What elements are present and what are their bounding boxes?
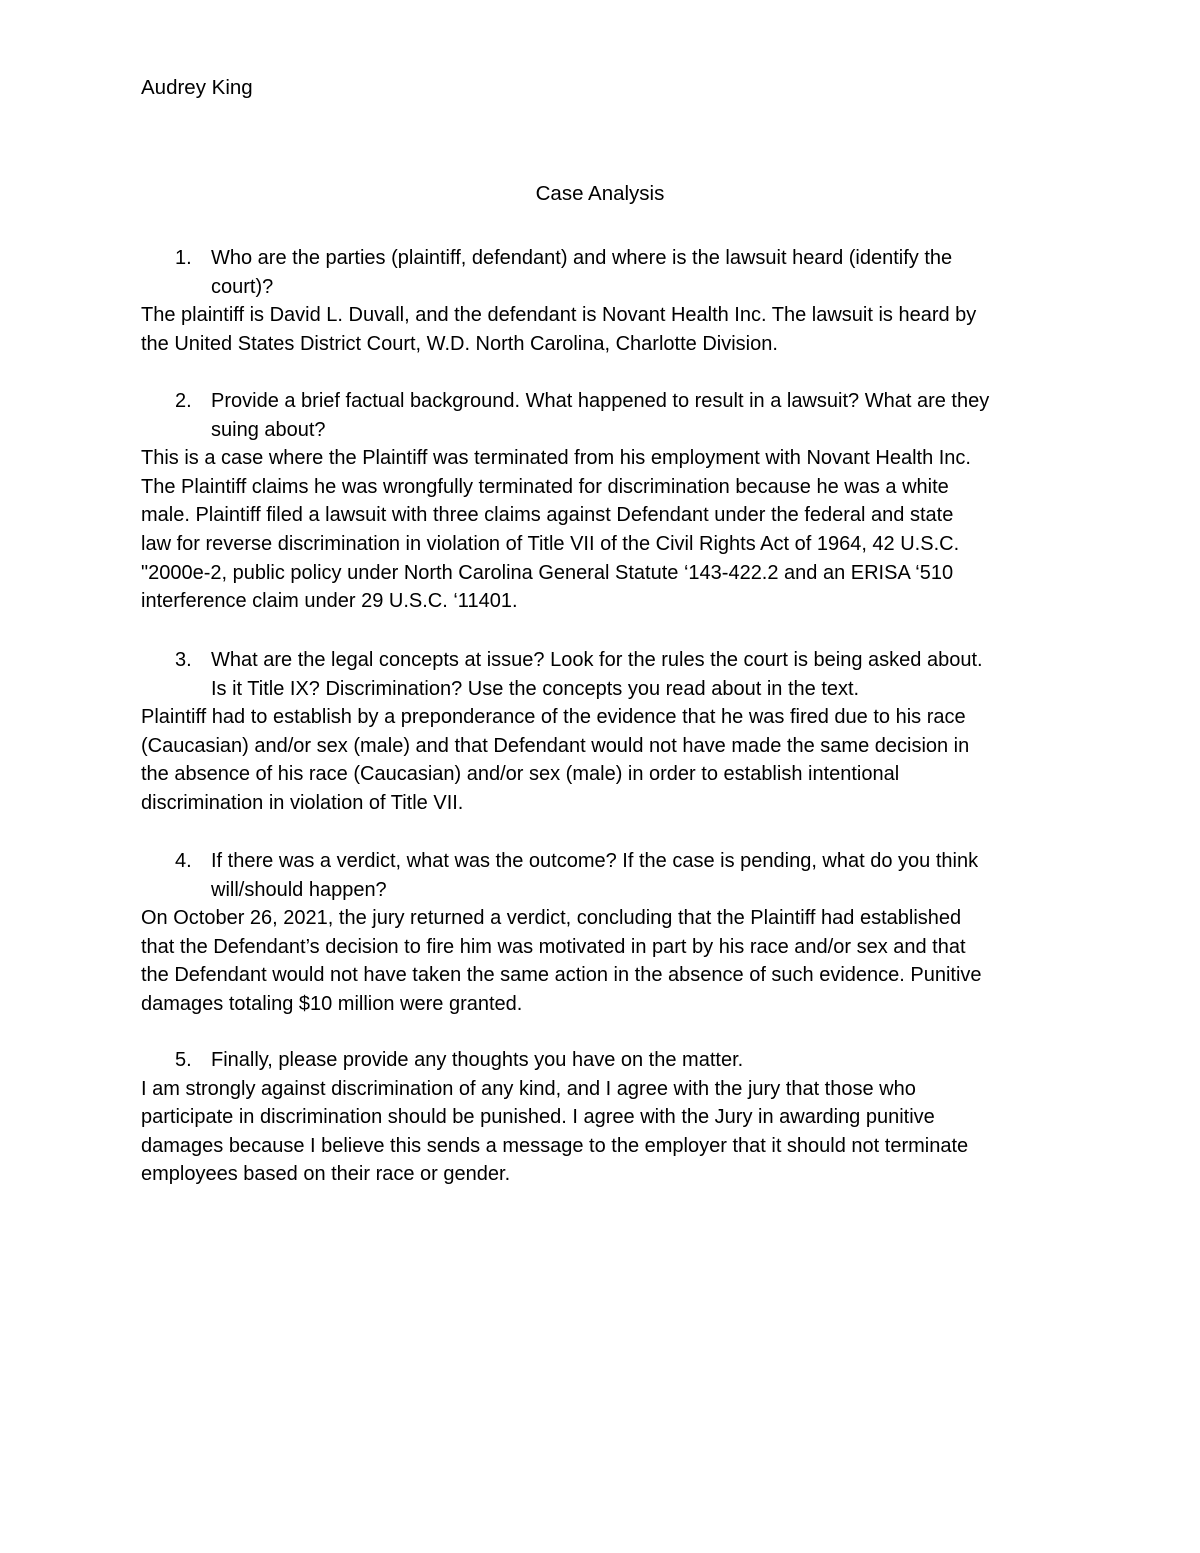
answer-line: On October 26, 2021, the jury returned a verdict, concluding that the Plaintiff had established [141, 907, 962, 930]
answer-line: the absence of his race (Caucasian) and/or sex (male) in order to establish intentional [141, 763, 900, 786]
answer-line: The plaintiff is David L. Duvall, and the defendant is Novant Health Inc. The lawsuit is heard by [141, 304, 977, 327]
question-line: What are the legal concepts at issue? Look for the rules the court is being asked about. [211, 649, 983, 671]
answer-line: This is a case where the Plaintiff was terminated from his employment with Novant Health Inc. [141, 447, 971, 470]
answer-2 [141, 444, 1081, 616]
question-line: will/should happen? [211, 878, 387, 901]
question-line: Is it Title IX? Discrimination? Use the concepts you read about in the text. [211, 677, 860, 700]
question-number: 5. [175, 1049, 192, 1071]
answer-line: participate in discrimination should be punished. I agree with the Jury in awarding punitive [141, 1106, 935, 1129]
question-line: suing about? [211, 418, 326, 441]
answer-line: "2000e-2, public policy under North Carolina General Statute ‘143-422.2 and an ERISA ‘510 [141, 561, 954, 584]
answer-line: that the Defendant’s decision to fire him was motivated in part by his race and/or sex and that [141, 935, 966, 958]
question-block-5 [141, 1046, 1081, 1189]
answer-line: interference claim under 29 U.S.C. ‘11401. [141, 590, 518, 613]
answer-1 [141, 301, 1081, 358]
question-block-1 [141, 244, 1081, 358]
answer-line: discrimination in violation of Title VII. [141, 791, 464, 814]
question-1 [141, 244, 1081, 301]
answer-line: the United States District Court, W.D. North Carolina, Charlotte Division. [141, 332, 778, 355]
question-block-2 [141, 387, 1081, 616]
answer-line: employees based on their race or gender. [141, 1163, 511, 1186]
answer-line: I am strongly against discrimination of any kind, and I agree with the jury that those who [141, 1077, 916, 1100]
document-title: Case Analysis [535, 182, 665, 205]
answer-3 [141, 703, 1081, 817]
answer-line: law for reverse discrimination in violation of Title VII of the Civil Rights Act of 1964, 42 U.S.C. [141, 532, 960, 555]
question-block-4 [141, 847, 1081, 1019]
question-number: 2. [175, 390, 192, 412]
answer-line: The Plaintiff claims he was wrongfully terminated for discrimination because he was a white [141, 475, 949, 498]
question-number: 4. [175, 850, 192, 872]
answer-line: damages totaling $10 million were granted. [141, 992, 523, 1015]
question-line: court)? [211, 275, 274, 298]
author-name: Audrey King [141, 76, 253, 99]
question-line: Finally, please provide any thoughts you have on the matter. [211, 1049, 744, 1071]
answer-line: damages because I believe this sends a message to the employer that it should not terminate [141, 1134, 969, 1157]
question-number: 1. [175, 247, 192, 269]
answer-4 [141, 904, 1081, 1018]
answer-5 [141, 1075, 1081, 1189]
question-line: Provide a brief factual background. What happened to result in a lawsuit? What are they [211, 390, 990, 412]
answer-line: (Caucasian) and/or sex (male) and that Defendant would not have made the same decision in [141, 734, 970, 757]
question-line: Who are the parties (plaintiff, defendant) and where is the lawsuit heard (identify the [211, 247, 953, 269]
question-line: If there was a verdict, what was the outcome? If the case is pending, what do you think [211, 850, 979, 872]
question-2 [141, 387, 1081, 444]
question-4 [141, 847, 1081, 904]
answer-line: male. Plaintiff filed a lawsuit with three claims against Defendant under the federal and state [141, 504, 954, 527]
answer-line: Plaintiff had to establish by a preponderance of the evidence that he was fired due to his race [141, 706, 966, 729]
question-3 [141, 646, 1081, 703]
question-5 [141, 1046, 1081, 1075]
question-block-3 [141, 646, 1081, 818]
question-number: 3. [175, 649, 192, 671]
answer-line: the Defendant would not have taken the same action in the absence of such evidence. Punitive [141, 964, 982, 987]
